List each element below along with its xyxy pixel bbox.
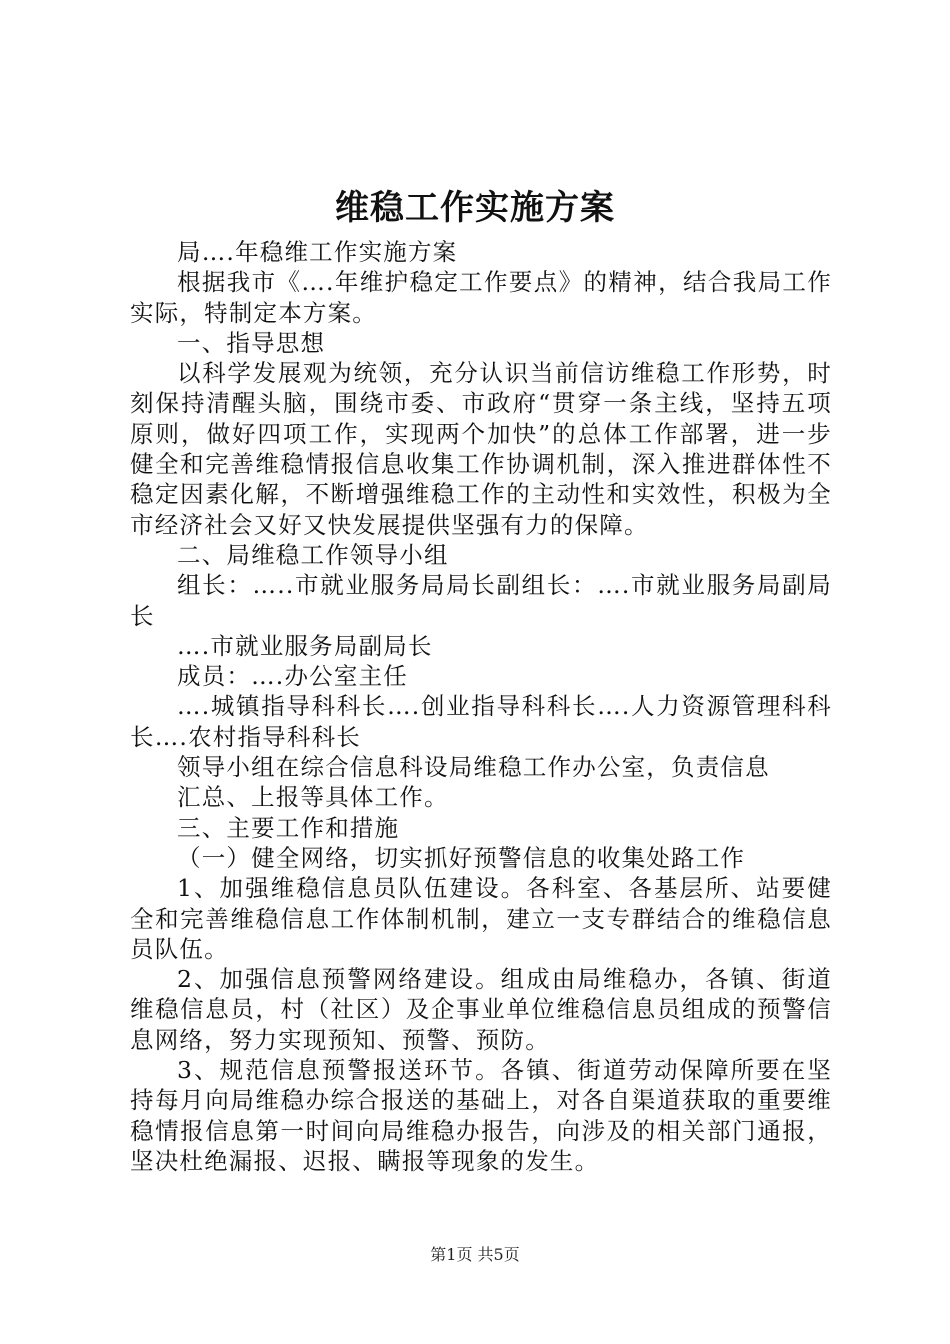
paragraph-office-setup: 领导小组在综合信息科设局维稳工作办公室，负责信息 xyxy=(177,753,770,782)
section-heading-leadership-group: 二、局维稳工作领导小组 xyxy=(177,540,449,569)
page-footer: 第1页 共5页 xyxy=(430,1245,520,1264)
paragraph-intro: 根据我市《….年维护稳定工作要点》的精神，结合我局工作实际，特制定本方案。 xyxy=(130,268,832,327)
paragraph-group-leader: 组长：…..市就业服务局局长副组长：….市就业服务局副局长 xyxy=(130,571,832,630)
paragraph-heading-line: 局….年稳维工作实施方案 xyxy=(177,238,458,266)
paragraph-deputy-leader: ….市就业服务局副局长 xyxy=(177,631,433,660)
paragraph-member-list: ….城镇指导科科长….创业指导科科长….人力资源管理科科长….农村指导科科长 xyxy=(130,692,832,751)
paragraph-item-3: 3、规范信息预警报送环节。各镇、街道劳动保障所要在坚持每月向局维稳办综合报送的基础上，对各自渠道获取的重要维稳情报信息第一时间向局维稳办报告，向涉及的相关部门通报，坚决杜绝漏报、迟报、瞒报等现象的发生。 xyxy=(130,1056,832,1175)
paragraph-item-2: 2、加强信息预警网络建设。组成由局维稳办，各镇、街道维稳信息员，村（社区）及企事业单位维稳信息员组成的预警信息网络，努力实现预知、预警、预防。 xyxy=(130,965,832,1054)
document-title: 维稳工作实施方案 xyxy=(335,188,615,228)
paragraph-item-1: 1、加强维稳信息员队伍建设。各科室、各基层所、站要健全和完善维稳信息工作体制机制，建立一支专群结合的维稳信息员队伍。 xyxy=(130,874,832,963)
paragraph-members: 成员：….办公室主任 xyxy=(177,662,408,691)
paragraph-office-duties: 汇总、上报等具体工作。 xyxy=(177,783,449,812)
subsection-heading-network: （一）健全网络，切实抓好预警信息的收集处路工作 xyxy=(177,843,746,872)
section-heading-main-work: 三、主要工作和措施 xyxy=(177,813,400,842)
document-body xyxy=(130,237,832,1176)
paragraph-guiding-ideology: 以科学发展观为统领，充分认识当前信访维稳工作形势，时刻保持清醒头脑，围绕市委、市政府“贯穿一条主线，坚持五项原则，做好四项工作，实现两个加快”的总体工作部署，进一步健全和完善维稳情报信息收集工作协调机制，深入推进群体性不稳定因素化解，不断增强维稳工作的主动性和实效性，积极为全市经济社会又好又快发展提供坚强有力的保障。 xyxy=(130,359,832,539)
section-heading-guiding-ideology: 一、指导思想 xyxy=(177,328,326,357)
